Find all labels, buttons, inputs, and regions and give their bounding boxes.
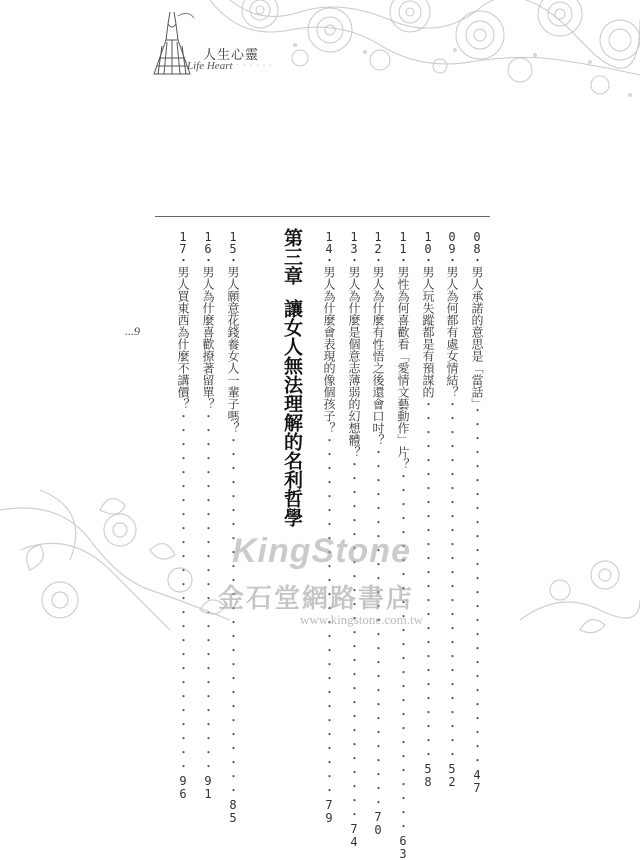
entry-text-wrap: ・男人為什麼喜歡撩著留單？・・・・・・・・・・・・・・・・・・・・・・・・・・ (201, 254, 215, 774)
entry-title: 男人為什麼喜歡撩著留單？ (201, 266, 215, 410)
entry-page: 74 (347, 822, 361, 848)
leader-dots: ・・・・・・・・・・・・・・・・・・・・・・・・・・ (470, 404, 484, 768)
leader-dots: ・・・・・・・・・・・・・・・・・・・・・・・・・・ (347, 458, 361, 822)
entry-number: 10 (421, 230, 435, 254)
leader-dots: ・・・・・・・・・・・・・・・・・・・・・・・・・・ (371, 446, 385, 810)
entry-number: 11 (396, 230, 410, 254)
entry-title: 男人為何都有處女情結？ (445, 266, 459, 398)
page-number: ...9 (125, 324, 140, 338)
entry-title: 男人買東西為什麼不講價？ (176, 266, 190, 410)
entry-number: 13 (347, 230, 361, 254)
watermark-url: www.kingstone.com.tw (300, 612, 424, 627)
entry-title: 男人承諾的意思是「當話」 (470, 266, 484, 404)
entry-text-wrap: ・男人為什麼是個意志薄弱的幻想體？・・・・・・・・・・・・・・・・・・・・・・・・・・ (347, 254, 361, 822)
entry-page: 63 (396, 834, 410, 860)
entry-text-wrap: ・男性為何喜歡看「愛情文藝動作」片？・・・・・・・・・・・・・・・・・・・・・・・・・・ (396, 254, 410, 834)
entry-text-wrap: ・男人為什麼有性悟之後還會口吋？・・・・・・・・・・・・・・・・・・・・・・・・・・ (371, 254, 385, 810)
entry-text-wrap: ・男人玩失蹤都是有預謀的・・・・・・・・・・・・・・・・・・・・・・・・・・ (421, 254, 435, 762)
watermark-logo: KingStone (232, 532, 411, 570)
top-rule (155, 216, 490, 217)
entry-title: 男人玩失蹤都是有預謀的 (421, 266, 435, 398)
entry-page: 85 (226, 798, 240, 824)
chapter-title: 讓女人無法理解的名利哲學 (281, 299, 303, 527)
entry-page: 91 (201, 774, 215, 800)
leader-dots: ・・・・・・・・・・・・・・・・・・・・・・・・・・ (226, 434, 240, 798)
entry-title: 男人為什麼有性悟之後還會口吋？ (371, 266, 385, 446)
entry-title: 男人為什麼會表現的像個孩子？ (322, 266, 336, 434)
entry-title: 男人願意花錢養女人一輩子嗎？ (226, 266, 240, 434)
entry-text-wrap: ・男人買東西為什麼不講價？・・・・・・・・・・・・・・・・・・・・・・・・・・ (176, 254, 190, 774)
entry-number: 16 (201, 230, 215, 254)
entry-number: 14 (322, 230, 336, 254)
entry-number: 15 (226, 230, 240, 254)
leader-dots: ・・・・・・・・・・・・・・・・・・・・・・・・・・ (421, 398, 435, 762)
entry-page: 96 (176, 774, 190, 800)
entry-page: 47 (470, 768, 484, 794)
chapter-heading (277, 228, 307, 527)
entry-page: 58 (421, 762, 435, 788)
leader-dots: ・・・・・・・・・・・・・・・・・・・・・・・・・・ (176, 410, 190, 774)
entry-title: 男人為什麼是個意志薄弱的幻想體？ (347, 266, 361, 458)
leader-dots: ・・・・・・・・・・・・・・・・・・・・・・・・・・ (396, 470, 410, 834)
entry-text-wrap: ・男人為什麼會表現的像個孩子？・・・・・・・・・・・・・・・・・・・・・・・・・・ (322, 254, 336, 798)
leader-dots: ・・・・・・・・・・・・・・・・・・・・・・・・・・ (445, 398, 459, 762)
watermark-store-name: 金石堂網路書店 (218, 584, 415, 614)
series-dots: ······· (230, 61, 276, 70)
entry-number: 08 (470, 230, 484, 254)
entry-text-wrap: ・男人願意花錢養女人一輩子嗎？・・・・・・・・・・・・・・・・・・・・・・・・・・ (226, 254, 240, 798)
entry-text-wrap: ・男人承諾的意思是「當話」・・・・・・・・・・・・・・・・・・・・・・・・・・ (470, 254, 484, 768)
entry-title: 男性為何喜歡看「愛情文藝動作」片？ (396, 266, 410, 470)
series-subtitle: Life Heart (187, 60, 233, 72)
series-title: 人生心靈 (203, 48, 260, 63)
entry-number: 17 (176, 230, 190, 254)
leader-dots: ・・・・・・・・・・・・・・・・・・・・・・・・・・ (322, 434, 336, 798)
chapter-label: 第三章 (281, 228, 303, 285)
leader-dots: ・・・・・・・・・・・・・・・・・・・・・・・・・・ (201, 410, 215, 774)
entry-page: 79 (322, 798, 336, 824)
entry-number: 09 (445, 230, 459, 254)
lace-decoration (0, 0, 640, 120)
entry-page: 70 (371, 810, 385, 836)
entry-page: 52 (445, 762, 459, 788)
entry-number: 12 (371, 230, 385, 254)
entry-text-wrap: ・男人為何都有處女情結？・・・・・・・・・・・・・・・・・・・・・・・・・・ (445, 254, 459, 762)
